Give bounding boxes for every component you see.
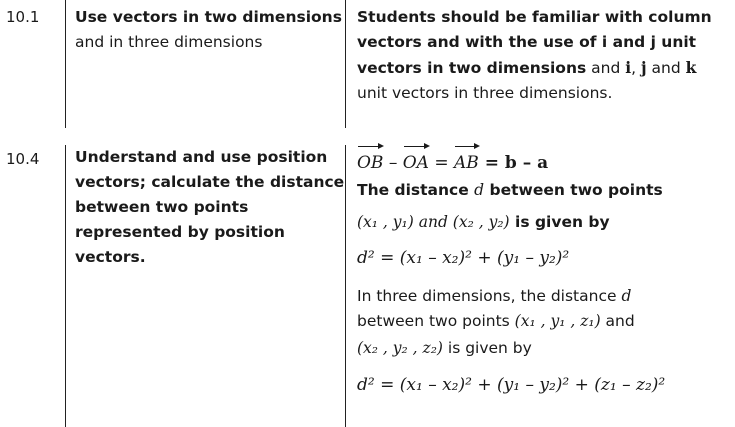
formula-3d: d² = (x₁ – x₂)² + (y₁ – y₂)² + (z₁ – z₂)²: [357, 375, 666, 395]
unit-vector-i: i: [625, 58, 632, 77]
distance-text-b: between two points: [484, 181, 663, 199]
text-3d-line1: [357, 284, 727, 309]
text-3d-given: is given by: [442, 339, 532, 357]
topic-10-4: [75, 145, 345, 270]
vector-equation: [357, 148, 727, 178]
comma: ,: [631, 59, 641, 77]
unit-vector-j: j: [640, 58, 647, 77]
distance-line: [357, 178, 727, 204]
minus-sign: –: [383, 153, 403, 173]
guidance-10-4: [357, 148, 727, 400]
topic-10-4-bold: Understand and use position vectors; calculate the distance between two points represented by position vectors.: [75, 148, 345, 266]
guidance-10-1: [357, 5, 727, 106]
vector-oa: OA: [403, 148, 429, 178]
topic-10-1-bold: Use vectors in two dimensions: [75, 8, 342, 26]
ref-10-1: 10.1: [6, 8, 40, 26]
text-3d-line2: [357, 309, 727, 336]
vector-ab: AB: [454, 148, 479, 178]
text-3d-and: and: [600, 312, 635, 330]
points-2d: (x₁ , y₁) and (x₂ , y₂): [357, 213, 510, 231]
guidance-10-1-bold: Students should be familiar with column vectors and with the use of i and j unit vectors in two dimensions: [357, 8, 712, 77]
topic-10-1-rest: and in three dimensions: [75, 33, 263, 51]
guidance-10-1-and: and: [586, 59, 626, 77]
ref-10-4: 10.4: [6, 150, 40, 168]
formula-2d: d² = (x₁ – x₂)² + (y₁ – y₂)²: [357, 248, 570, 268]
text-3d-d: d: [621, 287, 632, 305]
equals-sign: =: [428, 153, 455, 173]
points-line: [357, 204, 727, 240]
points-3d-p1: (x₁ , y₁ , z₁): [514, 312, 601, 330]
points-3d-p2: (x₂ , y₂ , z₂): [357, 339, 443, 357]
divider-right-row2: [345, 145, 346, 427]
and-text: and: [646, 59, 686, 77]
vector-b-minus-a: = b – a: [478, 153, 549, 173]
divider-left-row1: [65, 0, 66, 128]
unit-vector-k: k: [685, 58, 697, 77]
distance-var-d: d: [474, 181, 485, 199]
distance-text-a: The distance: [357, 181, 475, 199]
text-3d-line3: [357, 336, 727, 370]
divider-right-row1: [345, 0, 346, 128]
guidance-10-1-rest: unit vectors in three dimensions.: [357, 84, 613, 102]
vector-ob: OB: [357, 148, 383, 178]
points-given-by: is given by: [509, 213, 610, 231]
topic-10-1: [75, 5, 345, 55]
text-3d-a: In three dimensions, the distance: [357, 287, 622, 305]
divider-left-row2: [65, 145, 66, 427]
text-3d-b: between two points: [357, 312, 515, 330]
